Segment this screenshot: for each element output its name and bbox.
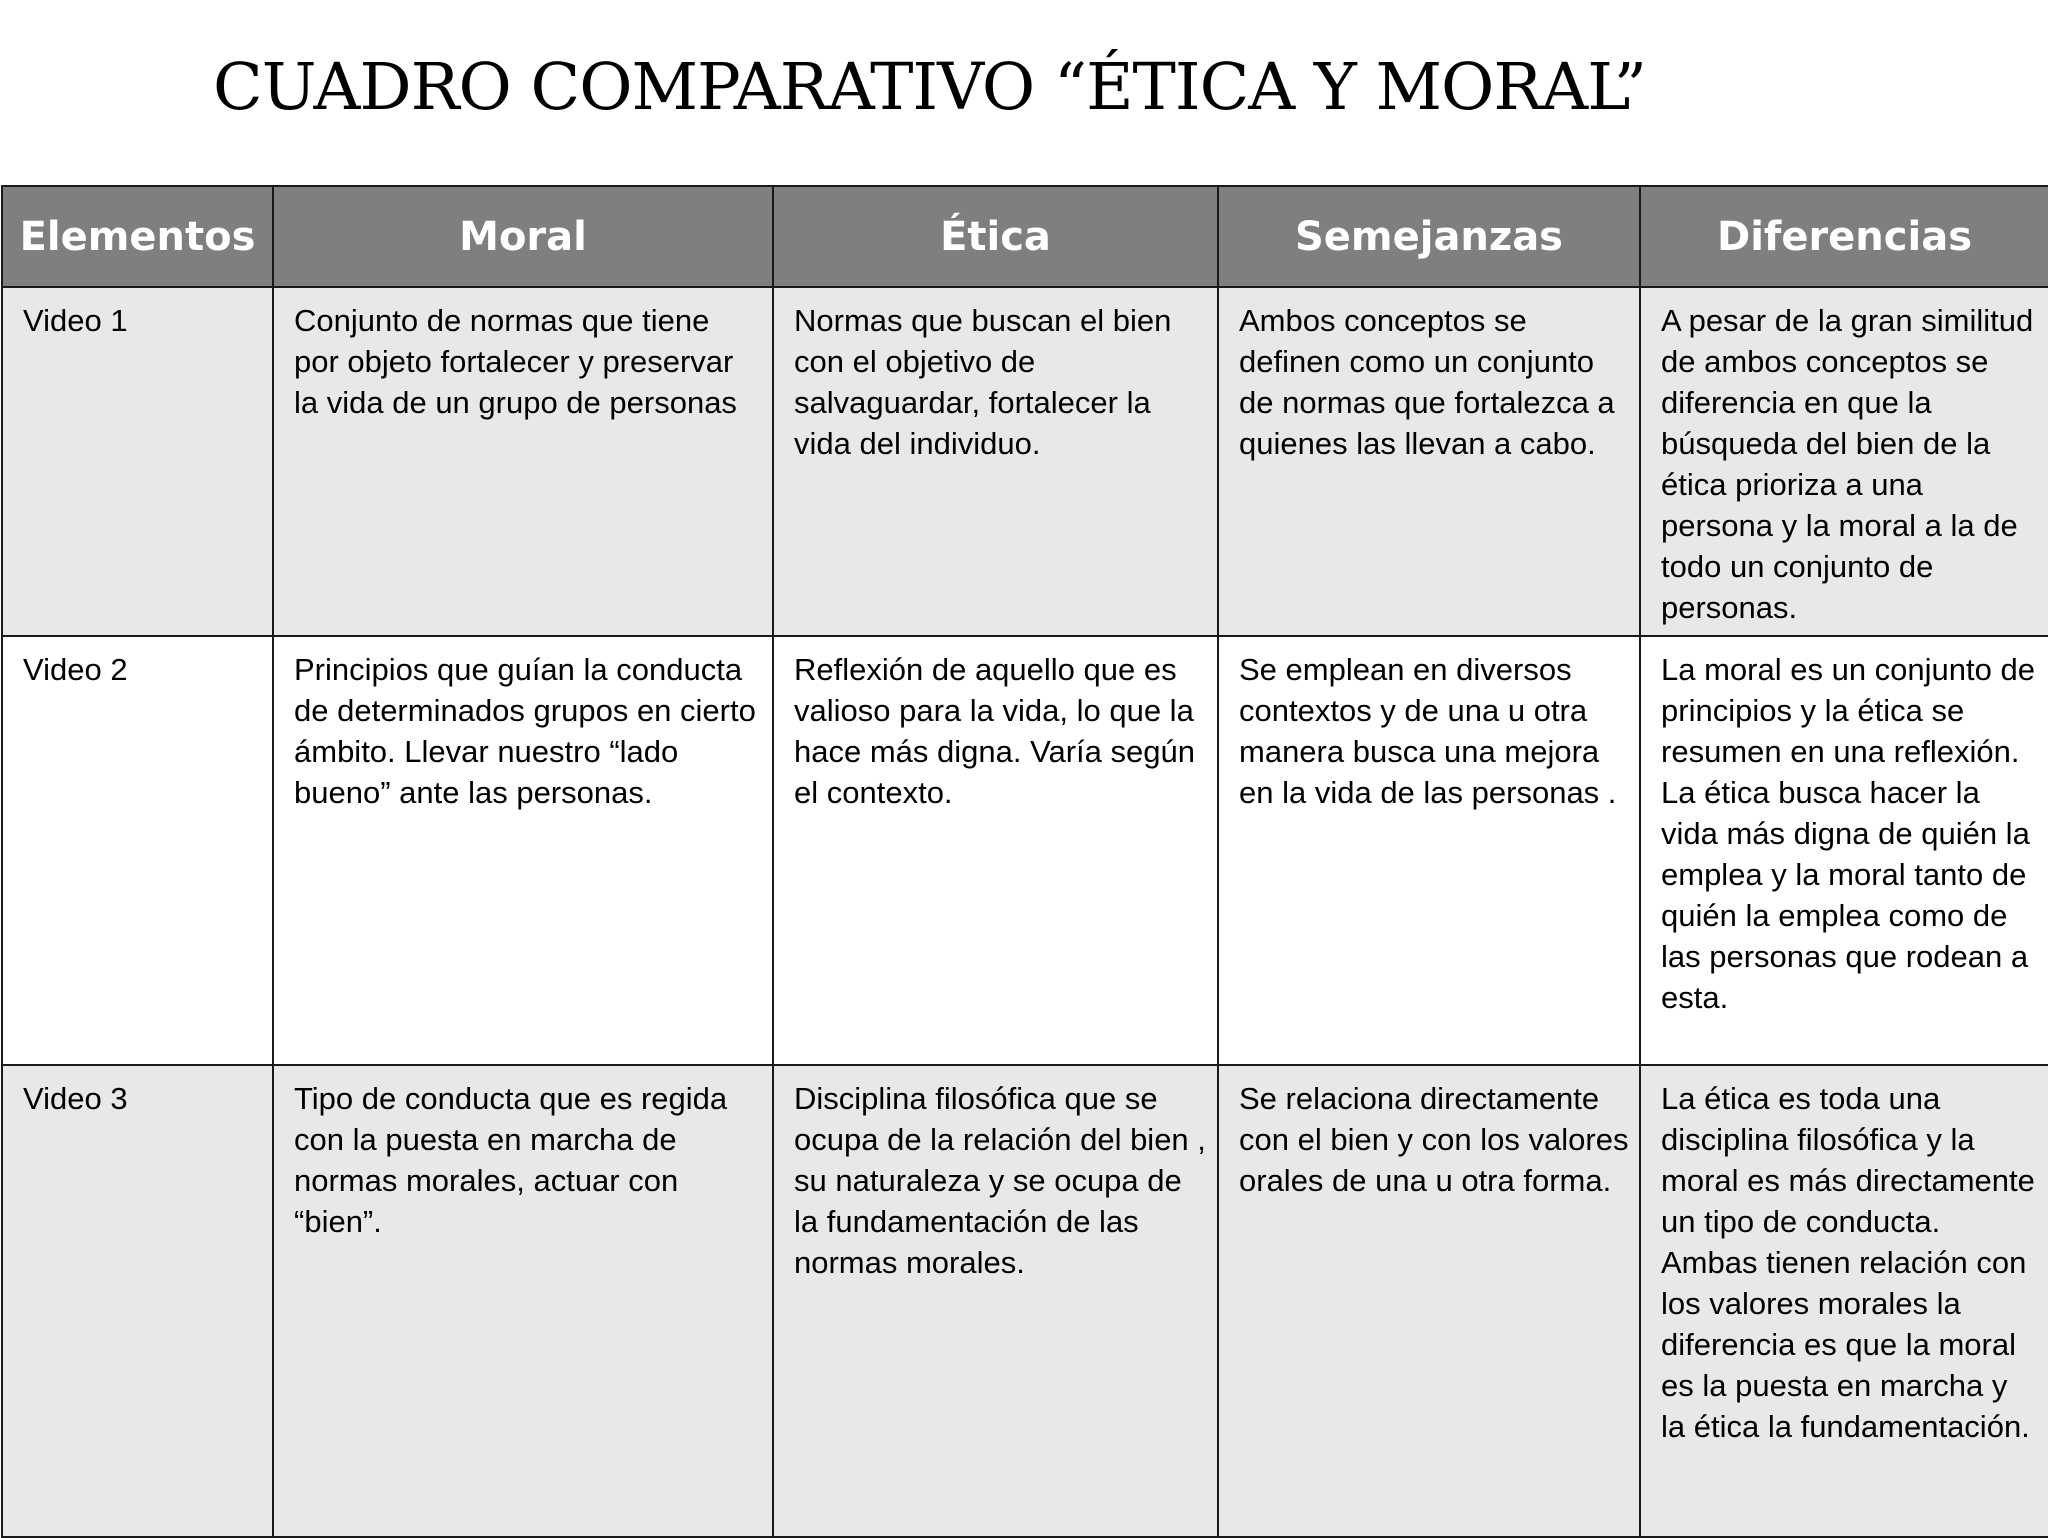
header-semejanzas: Semejanzas [1218,186,1640,287]
cell-etica: Normas que buscan el bien con el objetivo de salvaguardar, fortalecer la vida del individuo. [773,287,1218,636]
cell-element: Video 1 [2,287,273,636]
cell-semejanzas: Ambos conceptos se definen como un conjunto de normas que fortalezca a quienes las llevan a cabo. [1218,287,1640,636]
cell-semejanzas: Se emplean en diversos contextos y de una u otra manera busca una mejora en la vida de las personas . [1218,636,1640,1065]
table-header-row [2,186,2048,287]
page-title: CUADRO COMPARATIVO “ÉTICA Y MORAL” [213,50,1647,125]
cell-diferencias: La ética es toda una disciplina filosófica y la moral es más directamente un tipo de conducta. Ambas tienen relación con los valores morales la diferencia es que la moral es la puesta en marcha y la ética la fundamentación. [1640,1065,2048,1537]
cell-moral: Tipo de conducta que es regida con la puesta en marcha de normas morales, actuar con “bien”. [273,1065,773,1537]
cell-diferencias: La moral es un conjunto de principios y la ética se resumen en una reflexión. La ética busca hacer la vida más digna de quién la emplea y la moral tanto de quién la emplea como de las personas que rodean a esta. [1640,636,2048,1065]
cell-etica: Disciplina filosófica que se ocupa de la relación del bien , su naturaleza y se ocupa de la fundamentación de las normas morales. [773,1065,1218,1537]
cell-moral: Principios que guían la conducta de determinados grupos en cierto ámbito. Llevar nuestro “lado bueno” ante las personas. [273,636,773,1065]
header-moral: Moral [273,186,773,287]
cell-element: Video 3 [2,1065,273,1537]
comparison-table [1,185,2048,1538]
cell-semejanzas: Se relaciona directamente con el bien y con los valores orales de una u otra forma. [1218,1065,1640,1537]
table-row [2,636,2048,1065]
cell-element: Video 2 [2,636,273,1065]
cell-diferencias: A pesar de la gran similitud de ambos conceptos se diferencia en que la búsqueda del bien de la ética prioriza a una persona y la moral a la de todo un conjunto de personas. [1640,287,2048,636]
cell-moral: Conjunto de normas que tiene por objeto fortalecer y preservar la vida de un grupo de personas [273,287,773,636]
header-etica: Ética [773,186,1218,287]
header-diferencias: Diferencias [1640,186,2048,287]
header-elementos: Elementos [2,186,273,287]
table-row [2,1065,2048,1537]
table-row [2,287,2048,636]
cell-etica: Reflexión de aquello que es valioso para la vida, lo que la hace más digna. Varía según el contexto. [773,636,1218,1065]
